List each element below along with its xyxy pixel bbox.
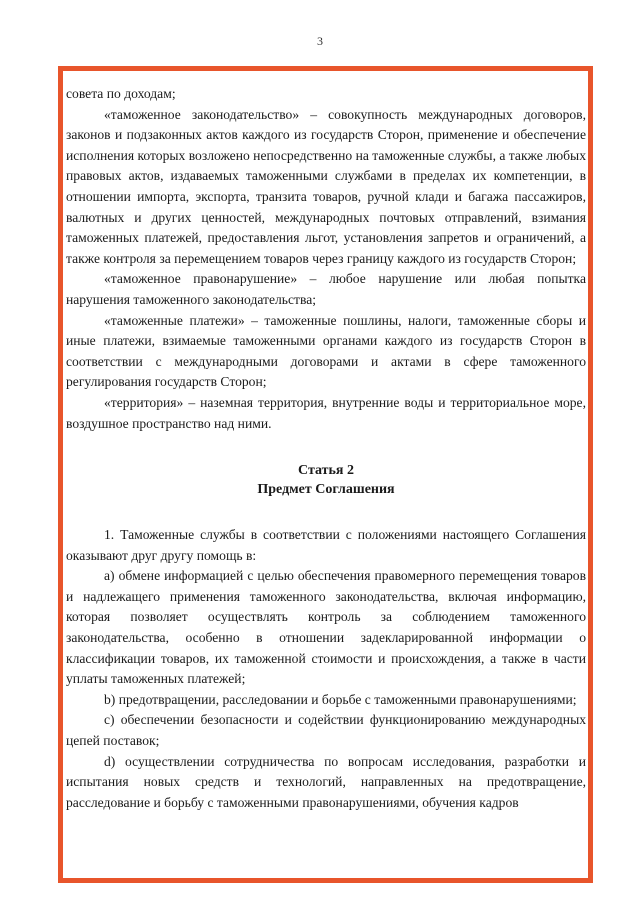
paragraph-continuation: совета по доходам; [66,86,176,101]
article-number: Статья 2 [298,463,354,479]
clause-1-item-c: c) обеспечении безопасности и содействии функционированию международных цепей поставок; [66,712,586,749]
definition-customs-offence: «таможенное правонарушение» – любое нарушение или любая попытка нарушения таможенного законодательства; [66,271,586,307]
article-title: Предмет Соглашения [257,482,395,498]
document-body [66,84,586,813]
clause-1-intro: 1. Таможенные службы в соответствии с положениями настоящего Соглашения оказывают друг другу помощь в: [66,527,586,563]
clause-1-item-b: b) предотвращении, расследовании и борьбе с таможенными правонарушениями; [104,691,577,707]
clause-1-item-d: d) осуществлении сотрудничества по вопросам исследования, разработки и испытания новых средств и технологий, направленных на предотвращение, расследование и борьбу с таможенными правонарушениями, обучения кадров [66,753,586,810]
definition-customs-legislation: «таможенное законодательство» – совокупность международных договоров, законов и подзаконных актов каждого из государств Сторон, применение и обеспечение исполнения которых возложено непосредственно на таможенные службы, а также любых правовых актов, издаваемых таможенными службами в пределах их компетенции, в отношении импорта, экспорта, транзита товаров, ручной клади и багажа пассажиров, валютных и других ценностей, международных почтовых отправлений, взимания таможенных платежей, предоставления льгот, установления запретов и ограничений, а также контроля за перемещением товаров через границу каждого из государств Сторон; [66,106,586,266]
clause-1-item-a: а) обмене информацией с целью обеспечения правомерного перемещения товаров и надлежащего применения таможенного законодательства, включая информацию, которая позволяет осуществлять контроль за соблюдением таможенного законодательства, особенно в отношении задекларированной информации о классификации товаров, их таможенной стоимости и происхождения, а также в части уплаты таможенных платежей; [66,568,586,687]
page-number: 3 [317,34,323,48]
definition-customs-payments: «таможенные платежи» – таможенные пошлины, налоги, таможенные сборы и иные платежи, взимаемые таможенными органами каждого из государств Сторон в соответствии с международными договорами и актами в сфере таможенного регулирования государств Сторон; [66,312,586,390]
definition-territory: «территория» – наземная территория, внутренние воды и территориальное море, воздушное пространство над ними. [66,394,586,431]
